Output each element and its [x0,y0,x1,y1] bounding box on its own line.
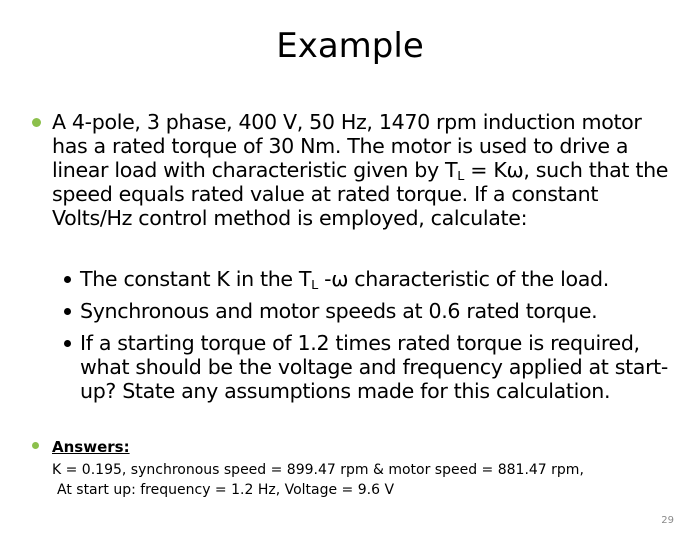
answers-line-2: At start up: frequency = 1.2 Hz, Voltage = 9.6 V [57,482,395,498]
answers-line-1: K = 0.195, synchronous speed = 899.47 rpm & motor speed = 881.47 rpm, [52,462,584,478]
green-bullet-icon [32,442,39,449]
subitem-1-part2: -ω characteristic of the load. [317,267,609,291]
problem-text-part2: = Kω, such that the speed equals rated value at rated torque. If a constant Volts/Hz control method is employed, calculate: [52,158,669,230]
subitem-1-subscript: L [311,277,318,293]
slide-title: Example [276,26,424,66]
black-bullet-icon [64,276,71,283]
black-bullet-icon [64,308,71,315]
page-number: 29 [661,515,674,526]
answers-heading: Answers: [52,438,130,456]
subitem-starting-torque: If a starting torque of 1.2 times rated torque is required, what should be the voltage and frequency applied at start-up? State any assumptions made for this calculation. [80,331,668,403]
subitem-speeds: Synchronous and motor speeds at 0.6 rated torque. [80,299,598,323]
problem-text-part1: A 4-pole, 3 phase, 400 V, 50 Hz, 1470 rpm induction motor has a rated torque of 30 Nm. The motor is used to drive a linear load with characteristic given by T [52,110,642,182]
subitem-1-part1: The constant K in the T [80,267,312,291]
black-bullet-icon [64,340,71,347]
problem-statement [52,110,672,230]
subitem-constant-k [80,267,675,291]
subscript-l: L [457,168,465,184]
green-bullet-icon [32,118,41,127]
